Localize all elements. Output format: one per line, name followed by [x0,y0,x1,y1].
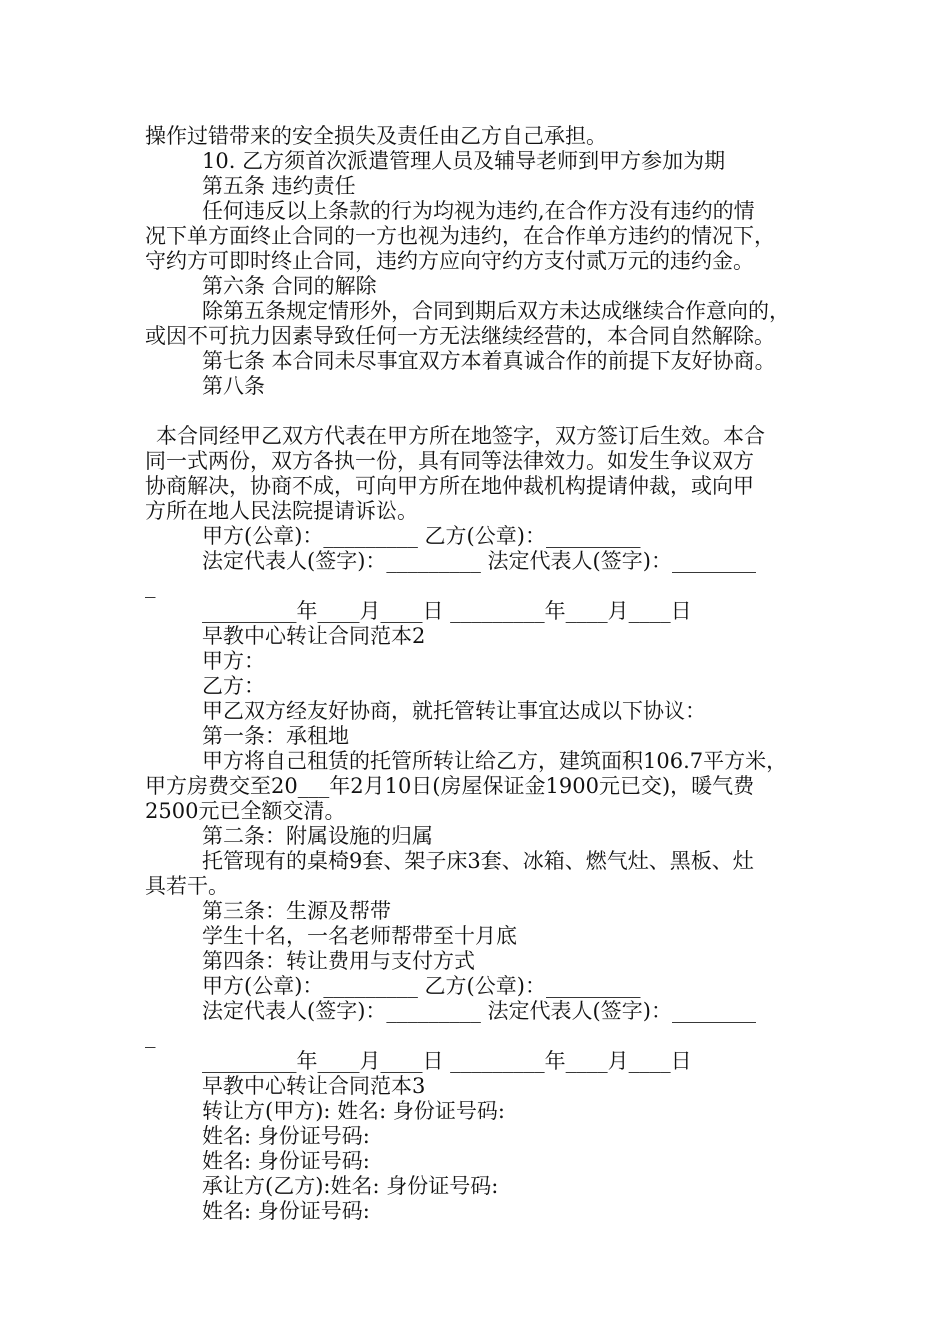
signature-line: 法定代表人(签字)：_________ 法定代表人(签字)：________ [202,549,756,573]
text-line: 守约方可即时终止合同，违约方应向守约方支付贰万元的违约金。 [145,249,754,273]
text-line: 第七条 本合同未尽事宜双方本着真诚合作的前提下友好协商。 [202,349,776,373]
text-line: 具若干。 [145,874,229,898]
section-heading: 第八条 [202,374,265,398]
text-line: 同一式两份，双方各执一份，具有同等法律效力。如发生争议双方 [145,449,754,473]
section-heading: 第三条：生源及帮带 [202,899,391,923]
date-line: _________年____月____日 _________年____月____日 [202,599,692,623]
section-heading: 第二条：附属设施的归属 [202,824,433,848]
signature-line: 甲方(公章)：_________ 乙方(公章)：_________ [202,524,641,548]
text-line: 方所在地人民法院提请诉讼。 [145,499,418,523]
text-line: 姓名: 身份证号码: [202,1199,370,1223]
text-line: 托管现有的桌椅9套、架子床3套、冰箱、燃气灶、黑板、灶 [202,849,754,873]
signature-line: 法定代表人(签字)：_________ 法定代表人(签字)：________ [202,999,756,1023]
text-line: 承让方(乙方):姓名: 身份证号码: [202,1174,499,1198]
text-line: 除第五条规定情形外，合同到期后双方未达成继续合作意向的， [202,299,790,323]
section-heading: 第一条：承租地 [202,724,349,748]
text-line: 甲方房费交至20___年2月10日(房屋保证金1900元已交)，暖气费 [145,774,755,798]
text-line: 本合同经甲乙双方代表在甲方所在地签字，双方签订后生效。本合 [156,424,765,448]
text-line: 甲乙双方经友好协商，就托管转让事宜达成以下协议： [202,699,706,723]
signature-line: 甲方(公章)：_________ 乙方(公章)：_________ [202,974,641,998]
text-line: 甲方： [202,649,265,673]
text-line: 协商解决，协商不成，可向甲方所在地仲裁机构提请仲裁，或向甲 [145,474,754,498]
section-heading: 第四条：转让费用与支付方式 [202,949,475,973]
date-line: _________年____月____日 _________年____月____日 [202,1049,692,1073]
section-heading: 第五条 违约责任 [202,174,356,198]
text-line: 学生十名，一名老师帮带至十月底 [202,924,517,948]
text-line: 2500元已全额交清。 [145,799,346,823]
text-line: 任何违反以上条款的行为均视为违约,在合作方没有违约的情 [202,199,755,223]
section-title: 早教中心转让合同范本2 [202,624,426,648]
text-line: 10. 乙方须首次派遣管理人员及辅导老师到甲方参加为期 [202,149,726,173]
text-line: 姓名: 身份证号码: [202,1124,370,1148]
section-heading: 第六条 合同的解除 [202,274,377,298]
text-line: 操作过错带来的安全损失及责任由乙方自己承担。 [145,124,607,148]
text-line: 甲方将自己租赁的托管所转让给乙方，建筑面积106.7平方米， [202,749,788,773]
text-line: 转让方(甲方): 姓名: 身份证号码: [202,1099,505,1123]
text-line: 况下单方面终止合同的一方也视为违约，在合作单方违约的情况下， [145,224,775,248]
text-line: 姓名: 身份证号码: [202,1149,370,1173]
text-line: _ [145,1024,156,1048]
section-title: 早教中心转让合同范本3 [202,1074,426,1098]
text-line: _ [145,574,156,598]
text-line: 或因不可抗力因素导致任何一方无法继续经营的，本合同自然解除。 [145,324,775,348]
text-line: 乙方： [202,674,265,698]
